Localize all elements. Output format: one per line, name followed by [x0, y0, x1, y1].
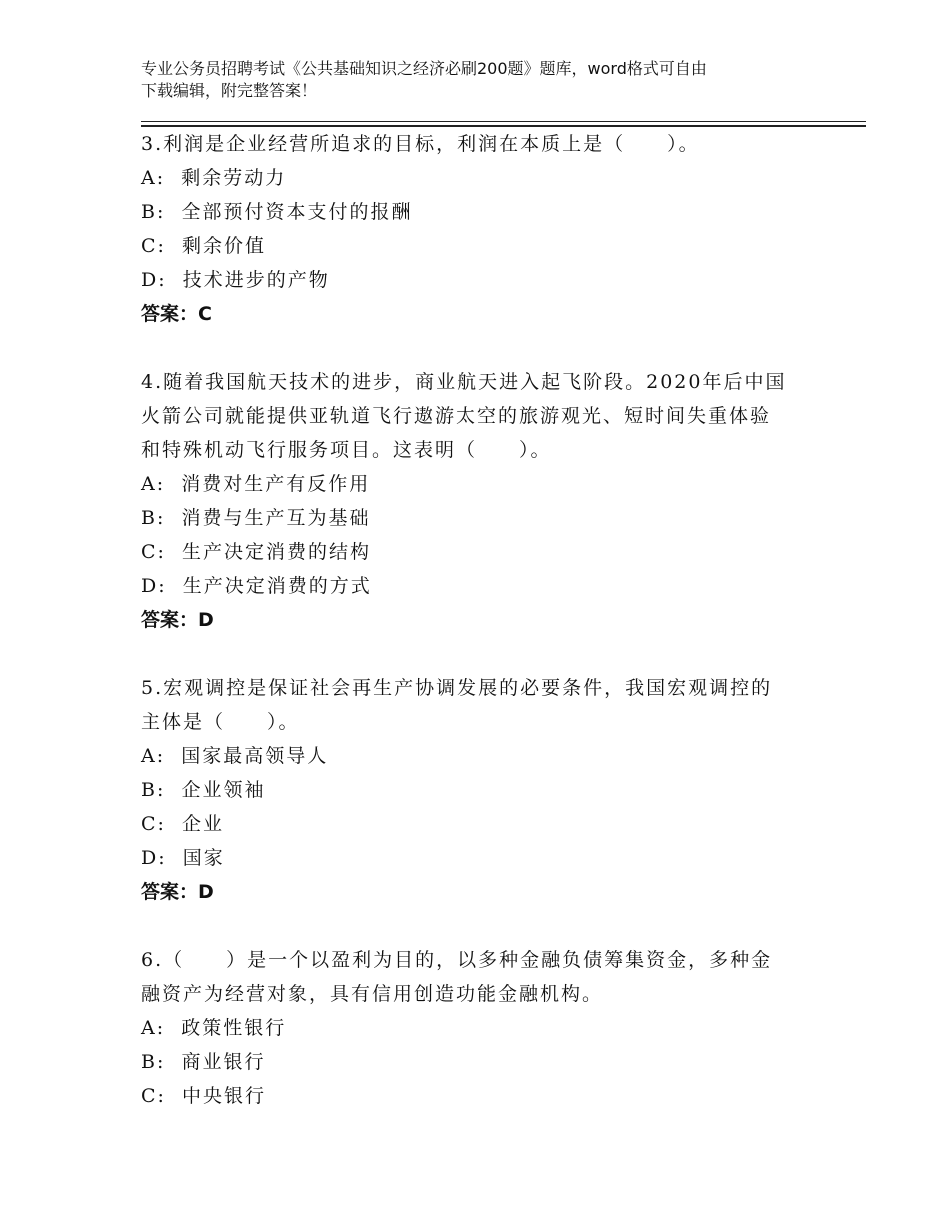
answer: 答案：D [141, 881, 214, 903]
option-c: C: 企业 [141, 813, 225, 835]
answer: 答案：D [141, 609, 214, 631]
question-stem-line: 6.（ ）是一个以盈利为目的，以多种金融负债筹集资金，多种金 [141, 949, 773, 971]
option-d: D: 技术进步的产物 [141, 269, 330, 291]
option-c: C: 剩余价值 [141, 235, 267, 257]
option-d: D: 国家 [141, 847, 225, 869]
question-stem-line: 4.随着我国航天技术的进步，商业航天进入起飞阶段。2020年后中国 [141, 371, 787, 393]
option-a: A: 消费对生产有反作用 [141, 473, 371, 495]
header-divider-top [141, 121, 866, 122]
header-line-2: 下载编辑，附完整答案！ [141, 81, 318, 100]
option-a: A: 政策性银行 [141, 1017, 287, 1039]
question-stem-line: 5.宏观调控是保证社会再生产协调发展的必要条件，我国宏观调控的 [141, 677, 773, 699]
option-b: B: 消费与生产互为基础 [141, 507, 371, 529]
option-d: D: 生产决定消费的方式 [141, 575, 372, 597]
option-b: B: 商业银行 [141, 1051, 266, 1073]
option-a: A: 国家最高领导人 [141, 745, 329, 767]
option-c: C: 生产决定消费的结构 [141, 541, 372, 563]
question-stem-line: 融资产为经营对象，具有信用创造功能金融机构。 [141, 983, 604, 1005]
header-line-1: 专业公务员招聘考试《公共基础知识之经济必刷200题》题库，word格式可自由 [141, 59, 707, 78]
document-header [141, 58, 801, 102]
question-5 [141, 671, 801, 909]
question-stem-line: 和特殊机动飞行服务项目。这表明（ ）。 [141, 439, 552, 461]
option-b: B: 企业领袖 [141, 779, 266, 801]
option-b: B: 全部预付资本支付的报酬 [141, 201, 413, 223]
question-stem-line: 火箭公司就能提供亚轨道飞行遨游太空的旅游观光、短时间失重体验 [141, 405, 772, 427]
question-list [141, 127, 801, 1147]
question-3 [141, 127, 801, 331]
option-c: C: 中央银行 [141, 1085, 267, 1107]
question-4 [141, 365, 801, 637]
answer: 答案：C [141, 303, 212, 325]
option-a: A: 剩余劳动力 [141, 167, 287, 189]
question-6 [141, 943, 801, 1113]
question-stem-line: 3.利润是企业经营所追求的目标，利润在本质上是（ ）。 [141, 133, 700, 155]
question-stem-line: 主体是（ ）。 [141, 711, 300, 733]
